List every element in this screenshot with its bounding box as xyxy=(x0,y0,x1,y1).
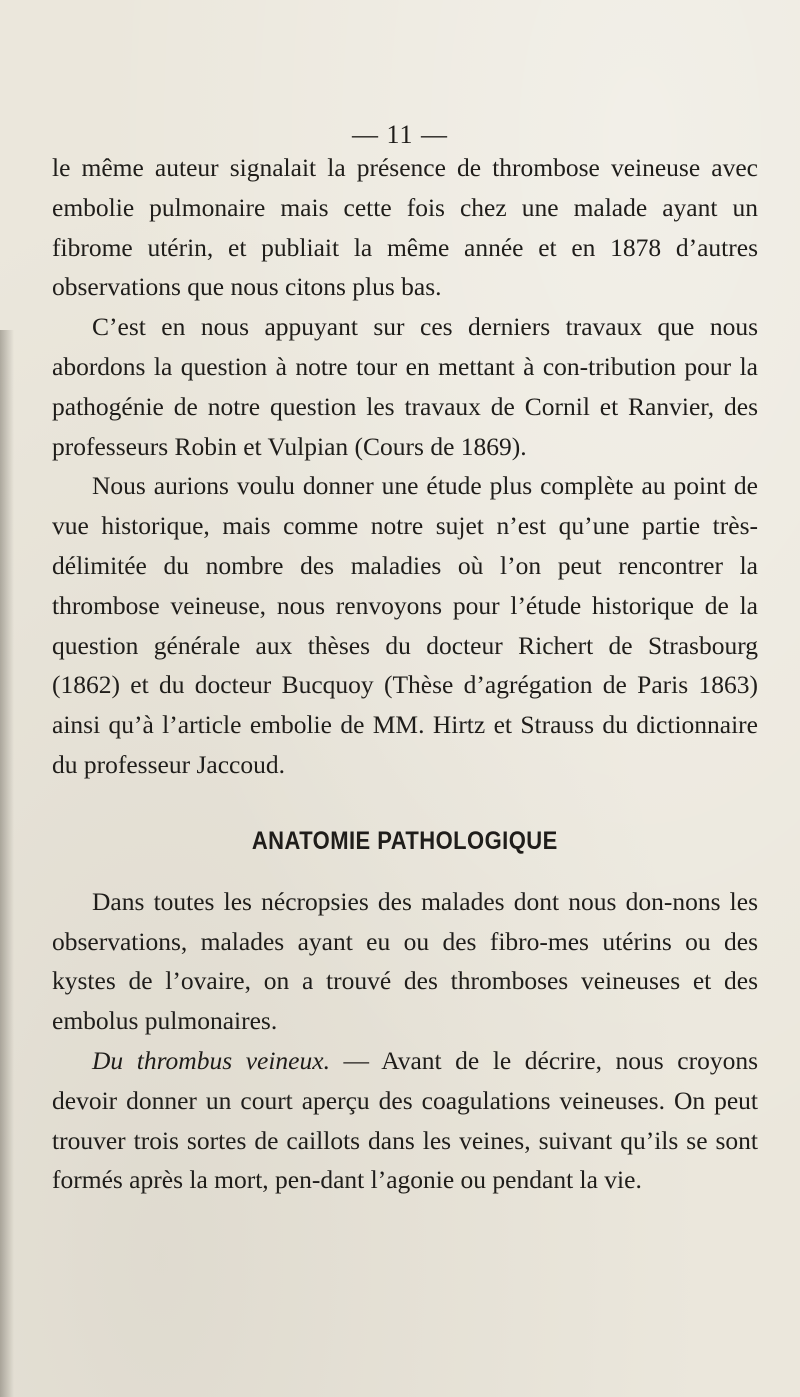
section-heading xyxy=(52,827,758,856)
paragraph-necropsies: Dans toutes les nécropsies des malades dont nous don-nons les observations, malades ayant eu ou des fibro-mes utérins ou des kystes de l’ovaire, on a trouvé des thromboses veineuses et des embolus pulmonaires. xyxy=(52,886,758,1036)
paragraph-continuation: le même auteur signalait la présence de thrombose veineuse avec embolie pulmonaire mais cette fois chez une malade ayant un fibrome utérin, et publiait la même année et en 1878 d’autres observations que nous citons plus bas. xyxy=(52,153,758,302)
page-edge-shadow xyxy=(0,330,14,1397)
section-heading-text: ANATOMIE PATHOLOGIQUE xyxy=(252,826,558,855)
thrombus-subheading: Du thrombus veineux. xyxy=(92,1045,330,1075)
paragraph-sources: C’est en nous appuyant sur ces derniers travaux que nous abordons la question à notre tour en mettant à con-tribution pour la pathogénie de notre question les travaux de Cornil et Ranvier, des professeurs Robin et Vulpian (Cours de 1869). xyxy=(52,312,758,461)
paragraph-historical: Nous aurions voulu donner une étude plus complète au point de vue historique, mais comme notre sujet n’est qu’une partie très-délimitée du nombre des maladies où l’on peut rencontrer la thrombose veineuse, nous renvoyons pour l’étude historique de la question générale aux thèses du docteur Richert de Strasbourg (1862) et du docteur Bucquoy (Thèse d’agrégation de Paris 1863) ainsi qu’à l’article embolie de MM. Hirtz et Strauss du dictionnaire du professeur Jaccoud. xyxy=(52,471,758,779)
page-number: — 11 — xyxy=(351,120,449,149)
paragraph-thrombus xyxy=(52,1041,758,1200)
body-text xyxy=(52,148,758,1200)
thrombus-text: — Avant de le décrire, nous croyons devoir donner un court aperçu des coagulations veineuses. On peut trouver trois sortes de caillots dans les veines, suivant qu’ils se sont formés après la mort, pen-dant l’agonie ou pendant la vie. xyxy=(52,1045,758,1195)
